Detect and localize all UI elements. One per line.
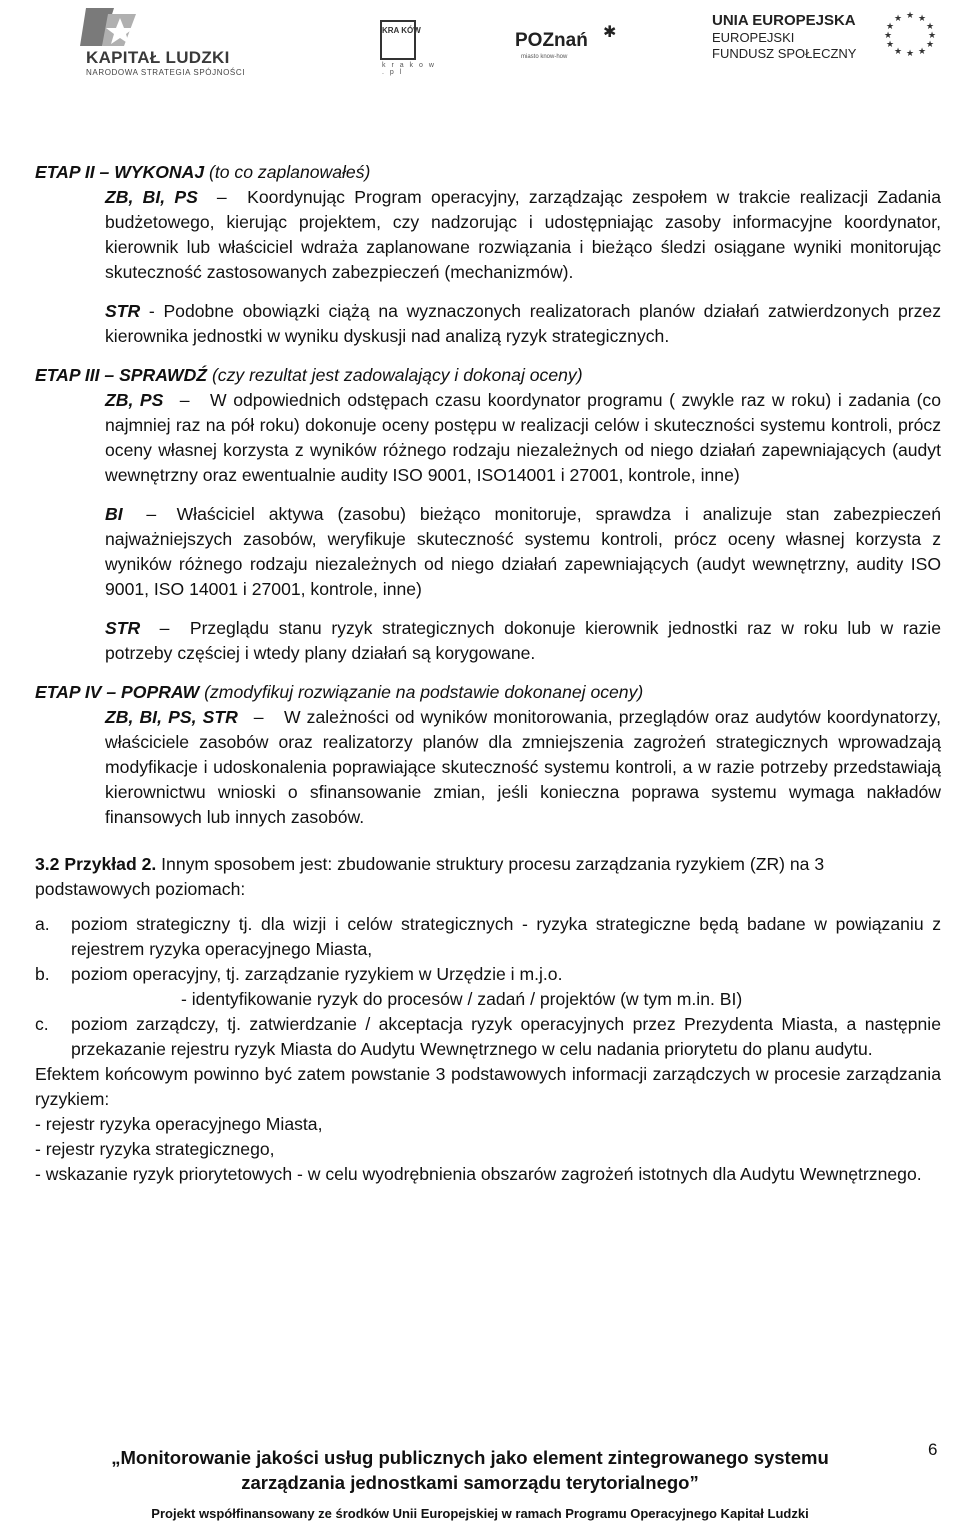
- krakow-wordmark: KRA KÓW: [382, 26, 421, 35]
- etap-3-paragraph-1: [35, 388, 941, 488]
- etap-3-p3-label: STR: [105, 618, 141, 638]
- section-3-2-label: 3.2 Przykład 2.: [35, 854, 157, 874]
- etap-2-heading-bold: ETAP II – WYKONAJ: [35, 162, 205, 182]
- eu-logo: [712, 8, 952, 72]
- em-dash: –: [243, 707, 269, 727]
- em-dash: –: [149, 618, 175, 638]
- etap-3-p2-label: BI: [105, 504, 123, 524]
- em-dash: –: [207, 187, 232, 207]
- etap-3-heading: [35, 363, 941, 388]
- list-item-b: [35, 962, 941, 1012]
- etap-4-heading-bold: ETAP IV – POPRAW: [35, 682, 200, 702]
- bullet-item: - rejestr ryzyka operacyjnego Miasta,: [35, 1114, 323, 1134]
- footer-title-line-2: zarządzania jednostkami samorządu terytorialnego”: [241, 1472, 699, 1493]
- page-footer: [0, 1440, 960, 1528]
- kapital-ludzki-logo: [70, 8, 300, 78]
- page-number: 6: [928, 1440, 938, 1459]
- section-3-2-intro: [35, 852, 941, 902]
- bullet-item: - rejestr ryzyka strategicznego,: [35, 1139, 275, 1159]
- eu-line-3: FUNDUSZ SPOŁECZNY: [712, 46, 857, 61]
- poznan-logo: [515, 8, 615, 68]
- etap-3-paragraph-2: [35, 502, 941, 602]
- eu-line-2: EUROPEJSKI: [712, 30, 795, 45]
- list-marker: c.: [35, 1014, 49, 1034]
- eu-line-1: UNIA EUROPEJSKA: [712, 12, 856, 29]
- etap-3-paragraph-3: [35, 616, 941, 666]
- etap-4-p1-text: W zależności od wyników monitorowania, przeglądów oraz audytów koordynatorzy, właściciele zasobów oraz realizatorzy planów dla zmniejszenia zagrożeń strategicznych wprowadzają modyfikacje i udoskonalenia poprawiające skuteczność systemu kontroli, a w razie potrzeby przedstawiają kierownictwu wnioski o sfinansowanie zmian, jeśli konieczna poprawa systemu wymaga nakładów finansowych lub innych zasobów.: [105, 707, 941, 827]
- etap-3-p2-text: Właściciel aktywa (zasobu) bieżąco monitoruje, sprawdza i analizuje stan zabezpieczeń najważniejszych zasobów, weryfikuje skuteczność systemu kontroli, prócz oceny własnej korzysta z wyników różnego rodzaju niezależnych od niego działań zapewniających (audyt wewnętrzny, audity ISO 9001, ISO 14001 i 27001, kontrole, inne): [105, 504, 941, 599]
- etap-2-p2-text: - Podobne obowiązki ciążą na wyznaczonych realizatorach planów działań zatwierdzonych przez kierownika jednostki w wyniku dyskusji nad analizą ryzyk strategicznych.: [105, 301, 941, 346]
- svg-text:★: ★: [885, 21, 895, 31]
- etap-3-heading-bold: ETAP III – SPRAWDŹ: [35, 365, 208, 385]
- poznan-wordmark: POZnań: [515, 30, 588, 51]
- section-3-2-intro-text: Innym sposobem jest: zbudowanie struktury procesu zarządzania ryzykiem (ZR) na 3 podstawowych poziomach:: [35, 854, 825, 899]
- svg-text:★: ★: [925, 39, 935, 49]
- document-body: [35, 160, 941, 1187]
- list-marker: a.: [35, 914, 50, 934]
- svg-text:★: ★: [917, 13, 927, 23]
- svg-text:★: ★: [917, 46, 927, 56]
- etap-4-p1-label: ZB, BI, PS, STR: [105, 707, 238, 727]
- section-3-2-outro: Efektem końcowym powinno być zatem powstanie 3 podstawowych informacji zarządczych w procesie zarządzania ryzykiem:: [35, 1064, 941, 1109]
- list-item-text: poziom strategiczny tj. dla wizji i celów strategicznych - ryzyka strategiczne będą badane w powiązaniu z rejestrem ryzyka operacyjnego Miasta,: [71, 914, 941, 959]
- list-item-text: poziom operacyjny, tj. zarządzanie ryzykiem w Urzędzie i m.j.o.: [71, 964, 563, 984]
- list-item-c: [35, 1012, 941, 1062]
- etap-4-paragraph-1: [35, 705, 941, 830]
- etap-3-heading-rest: (czy rezultat jest zadowalający i dokonaj oceny): [211, 365, 583, 385]
- page-header: [0, 0, 960, 80]
- etap-2-p1-text: Koordynując Program operacyjny, zarządzając zespołem w trakcie realizacji Zadania budżetowego, kierując projektem, czy nadzorując i udostępniając zasoby informacyjne koordynator, kierownik lub właściciel wdraża zaplanowane rozwiązania i bieżąco śledzi osiągane wyniki monitorując skuteczność zastosowanych zabezpieczeń (mechanizmów).: [105, 187, 942, 282]
- etap-2-p2-label: STR: [105, 301, 141, 321]
- svg-text:★: ★: [905, 10, 915, 20]
- svg-text:★: ★: [925, 21, 935, 31]
- footer-title-line-1: „Monitorowanie jakości usług publicznych jako element zintegrowanego systemu: [111, 1447, 829, 1468]
- kapital-ludzki-subtitle: NARODOWA STRATEGIA SPÓJNOŚCI: [86, 68, 246, 77]
- etap-4-heading-rest: (zmodyfikuj rozwiązanie na podstawie dokonanej oceny): [204, 682, 644, 702]
- etap-4-heading: [35, 680, 941, 705]
- list-item-text: poziom zarządczy, tj. zatwierdzanie / akceptacja ryzyk operacyjnych przez Prezydenta Miasta, a następnie przekazanie rejestru ryzyk Miasta do Audytu Wewnętrznego w celu nadania priorytetu do planu audytu.: [71, 1014, 941, 1059]
- list-item-a: [35, 912, 941, 962]
- svg-text:★: ★: [885, 39, 895, 49]
- svg-text:★: ★: [927, 30, 937, 40]
- footer-funding-note: Projekt współfinansowany ze środków Unii Europejskiej w ramach Programu Operacyjnego Kapitał Ludzki: [151, 1506, 809, 1521]
- krakow-url: k r a k o w . p l: [382, 62, 436, 76]
- etap-3-p3-text: Przeglądu stanu ryzyk strategicznych dokonuje kierownik jednostki raz w roku lub w razie potrzeby częściej i wtedy plany działań są korygowane.: [105, 618, 942, 663]
- poznan-tagline: miasto know-how: [521, 54, 568, 60]
- em-dash: –: [170, 390, 195, 410]
- etap-2-paragraph-1: [35, 185, 941, 285]
- eu-flag-icon: [878, 8, 942, 56]
- svg-text:★: ★: [893, 13, 903, 23]
- etap-3-p1-text: W odpowiednich odstępach czasu koordynator programu ( zwykle raz w roku) i zadania (co najmniej raz na pół roku) dokonuje oceny postępu w realizacji celów i skuteczności systemu kontroli, prócz oceny własnej korzysta z wyników różnego rodzaju niezależnych od niego działań zapewniających (audyt wewnętrzny oraz ewentualnie audity ISO 9001, ISO14001 i 27001, kontrole, inne): [105, 390, 942, 485]
- etap-2-heading-rest: (to co zaplanowałeś): [209, 162, 371, 182]
- etap-2-p1-label: ZB, BI, PS: [105, 187, 198, 207]
- svg-text:★: ★: [893, 46, 903, 56]
- etap-3-p1-label: ZB, PS: [105, 390, 164, 410]
- etap-2-paragraph-2: [35, 299, 941, 349]
- etap-2-heading: [35, 160, 941, 185]
- em-dash: –: [136, 504, 162, 524]
- list-item-sub-text: - identyfikowanie ryzyk do procesów / zadań / projektów (w tym m.in. BI): [181, 989, 743, 1009]
- poznan-star-icon: ✱: [603, 24, 617, 41]
- svg-text:★: ★: [905, 48, 915, 56]
- krakow-logo: [376, 8, 436, 76]
- kapital-ludzki-title: KAPITAŁ LUDZKI: [86, 48, 230, 67]
- svg-text:★: ★: [883, 30, 893, 40]
- bullet-item: - wskazanie ryzyk priorytetowych - w celu wyodrębnienia obszarów zagrożeń istotnych dla Audytu Wewnętrznego.: [35, 1164, 922, 1184]
- list-marker: b.: [35, 964, 50, 984]
